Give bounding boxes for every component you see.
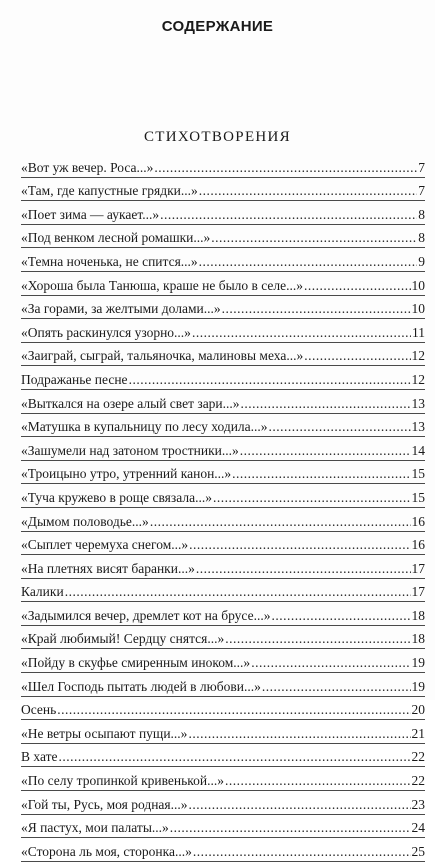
- toc-entry-page: 22: [411, 773, 425, 789]
- toc-entry: [21, 555, 425, 579]
- toc-entry-title: «Край любимый! Сердцу снятся...»: [21, 631, 225, 647]
- toc-entry: [21, 414, 425, 438]
- toc-entry-title: «Сыплет черемуха снегом...»: [21, 537, 189, 553]
- toc-entry-title: «Темна ноченька, не спится...»: [21, 253, 198, 269]
- section-title: СТИХОТВОРЕНИЯ: [144, 129, 291, 145]
- toc-entry-title: «Не ветры осыпают пущи...»: [21, 725, 188, 741]
- toc-entry-page: 23: [411, 796, 425, 812]
- toc-dot-leader: [213, 490, 411, 505]
- toc-dot-leader: [199, 254, 418, 269]
- toc-entry-page: 11: [412, 324, 425, 340]
- toc-dot-leader: [188, 726, 410, 741]
- toc-entry-page: 19: [411, 678, 425, 694]
- toc-dot-leader: [170, 820, 411, 835]
- toc-dot-leader: [189, 797, 411, 812]
- toc-entry-title: «Хороша была Танюша, краше не было в селе...»: [21, 277, 304, 293]
- toc-entry-title: «Под венком лесной ромашки...»: [21, 230, 211, 246]
- toc-entry: [21, 720, 425, 744]
- toc-dot-leader: [154, 160, 417, 175]
- toc-entry: [21, 579, 425, 603]
- toc-dot-leader: [211, 230, 417, 245]
- toc-entry-page: 8: [418, 206, 425, 222]
- toc-dot-leader: [196, 561, 411, 576]
- toc-entry-page: 18: [411, 631, 425, 647]
- toc-entry-page: 12: [411, 348, 425, 364]
- toc-entry: [21, 343, 425, 367]
- toc-entry-title: «За горами, за желтыми долами...»: [21, 301, 221, 317]
- toc-entry-page: 15: [411, 489, 425, 505]
- toc-entry-page: 9: [418, 253, 425, 269]
- toc-entry-page: 12: [411, 371, 425, 387]
- toc-entry-title: «Заиграй, сыграй, тальяночка, малиновы меха...»: [21, 348, 304, 364]
- toc-entry-title: В хате: [21, 749, 58, 765]
- toc-entry: [21, 649, 425, 673]
- toc-entry: [21, 767, 425, 791]
- toc-entry: [21, 201, 425, 225]
- toc-entry: [21, 319, 425, 343]
- toc-entry: [21, 366, 425, 390]
- toc-entry-page: 10: [411, 277, 425, 293]
- toc-entry: [21, 602, 425, 626]
- table-of-contents: [21, 154, 425, 862]
- toc-entry-page: 7: [418, 159, 425, 175]
- page-heading: СОДЕРЖАНИЕ: [161, 18, 274, 35]
- toc-entry-title: «Туча кружево в роще связала...»: [21, 489, 212, 505]
- toc-entry-page: 8: [418, 230, 425, 246]
- toc-entry-page: 21: [411, 725, 425, 741]
- toc-entry-page: 10: [411, 301, 425, 317]
- toc-entry: [21, 838, 425, 862]
- toc-entry-title: «Шел Господь пытать людей в любови...»: [21, 678, 261, 694]
- toc-entry-title: «Опять раскинулся узорно...»: [21, 324, 191, 340]
- toc-dot-leader: [65, 584, 411, 599]
- toc-entry-page: 7: [418, 183, 425, 199]
- toc-entry: [21, 815, 425, 839]
- toc-dot-leader: [150, 514, 411, 529]
- toc-entry: [21, 272, 425, 296]
- toc-dot-leader: [225, 773, 410, 788]
- toc-entry-title: «Выткался на озере алый свет зари...»: [21, 395, 240, 411]
- toc-entry-title: «Троицыно утро, утренний канон...»: [21, 466, 232, 482]
- toc-entry-page: 15: [411, 466, 425, 482]
- toc-entry-title: «Сторона ль моя, сторонка...»: [21, 843, 192, 859]
- toc-dot-leader: [222, 301, 411, 316]
- toc-entry-title: «Матушка в купальницу по лесу ходила...»: [21, 419, 268, 435]
- toc-dot-leader: [262, 679, 411, 694]
- toc-entry-title: Калики: [21, 584, 64, 600]
- toc-entry: [21, 248, 425, 272]
- toc-dot-leader: [57, 702, 410, 717]
- toc-entry-page: 13: [411, 419, 425, 435]
- toc-dot-leader: [59, 749, 411, 764]
- toc-entry: [21, 697, 425, 721]
- toc-entry: [21, 508, 425, 532]
- toc-dot-leader: [199, 183, 417, 198]
- toc-entry: [21, 296, 425, 320]
- toc-entry-page: 13: [411, 395, 425, 411]
- toc-dot-leader: [232, 466, 410, 481]
- toc-dot-leader: [129, 372, 411, 387]
- toc-dot-leader: [271, 608, 410, 623]
- toc-dot-leader: [241, 396, 411, 411]
- toc-entry-page: 20: [411, 702, 425, 718]
- toc-dot-leader: [251, 655, 410, 670]
- toc-dot-leader: [225, 631, 410, 646]
- toc-entry-title: «Я пастух, мои палаты...»: [21, 820, 169, 836]
- toc-entry: [21, 744, 425, 768]
- toc-entry-page: 16: [411, 513, 425, 529]
- toc-entry: [21, 626, 425, 650]
- toc-entry-title: «Задымился вечер, дремлет кот на брусе...»: [21, 607, 271, 623]
- toc-entry-page: 18: [411, 607, 425, 623]
- toc-dot-leader: [193, 844, 411, 859]
- toc-entry-title: Осень: [21, 702, 57, 718]
- toc-dot-leader: [160, 207, 417, 222]
- toc-entry-title: «Поет зима — аукает...»: [21, 206, 160, 222]
- toc-entry-page: 14: [411, 442, 425, 458]
- toc-entry-title: «Дымом половодье...»: [21, 513, 149, 529]
- toc-entry: [21, 791, 425, 815]
- toc-entry-title: «Вот уж вечер. Роса...»: [21, 159, 154, 175]
- toc-entry: [21, 484, 425, 508]
- toc-entry-page: 17: [411, 584, 425, 600]
- toc-entry-title: «По селу тропинкой кривенькой...»: [21, 773, 225, 789]
- toc-entry: [21, 461, 425, 485]
- toc-entry: [21, 178, 425, 202]
- toc-entry-title: «На плетнях висят баранки...»: [21, 560, 195, 576]
- toc-entry-page: 16: [411, 537, 425, 553]
- toc-dot-leader: [269, 419, 411, 434]
- toc-entry: [21, 673, 425, 697]
- toc-dot-leader: [304, 278, 410, 293]
- toc-entry-title: «Зашумели над затоном тростники...»: [21, 442, 239, 458]
- toc-entry: [21, 154, 425, 178]
- toc-entry: [21, 437, 425, 461]
- toc-dot-leader: [240, 443, 411, 458]
- toc-dot-leader: [192, 325, 411, 340]
- toc-entry-page: 25: [411, 843, 425, 859]
- toc-entry: [21, 532, 425, 556]
- toc-entry-page: 22: [411, 749, 425, 765]
- toc-dot-leader: [304, 348, 410, 363]
- toc-entry-title: «Пойду в скуфье смиренным иноком...»: [21, 655, 251, 671]
- toc-entry: [21, 390, 425, 414]
- toc-entry: [21, 225, 425, 249]
- toc-entry-title: Подражанье песне: [21, 371, 128, 387]
- toc-entry-title: «Там, где капустные грядки...»: [21, 183, 198, 199]
- toc-entry-page: 24: [411, 820, 425, 836]
- toc-entry-title: «Гой ты, Русь, моя родная...»: [21, 796, 188, 812]
- toc-entry-page: 17: [411, 560, 425, 576]
- toc-dot-leader: [189, 537, 410, 552]
- toc-entry-page: 19: [411, 655, 425, 671]
